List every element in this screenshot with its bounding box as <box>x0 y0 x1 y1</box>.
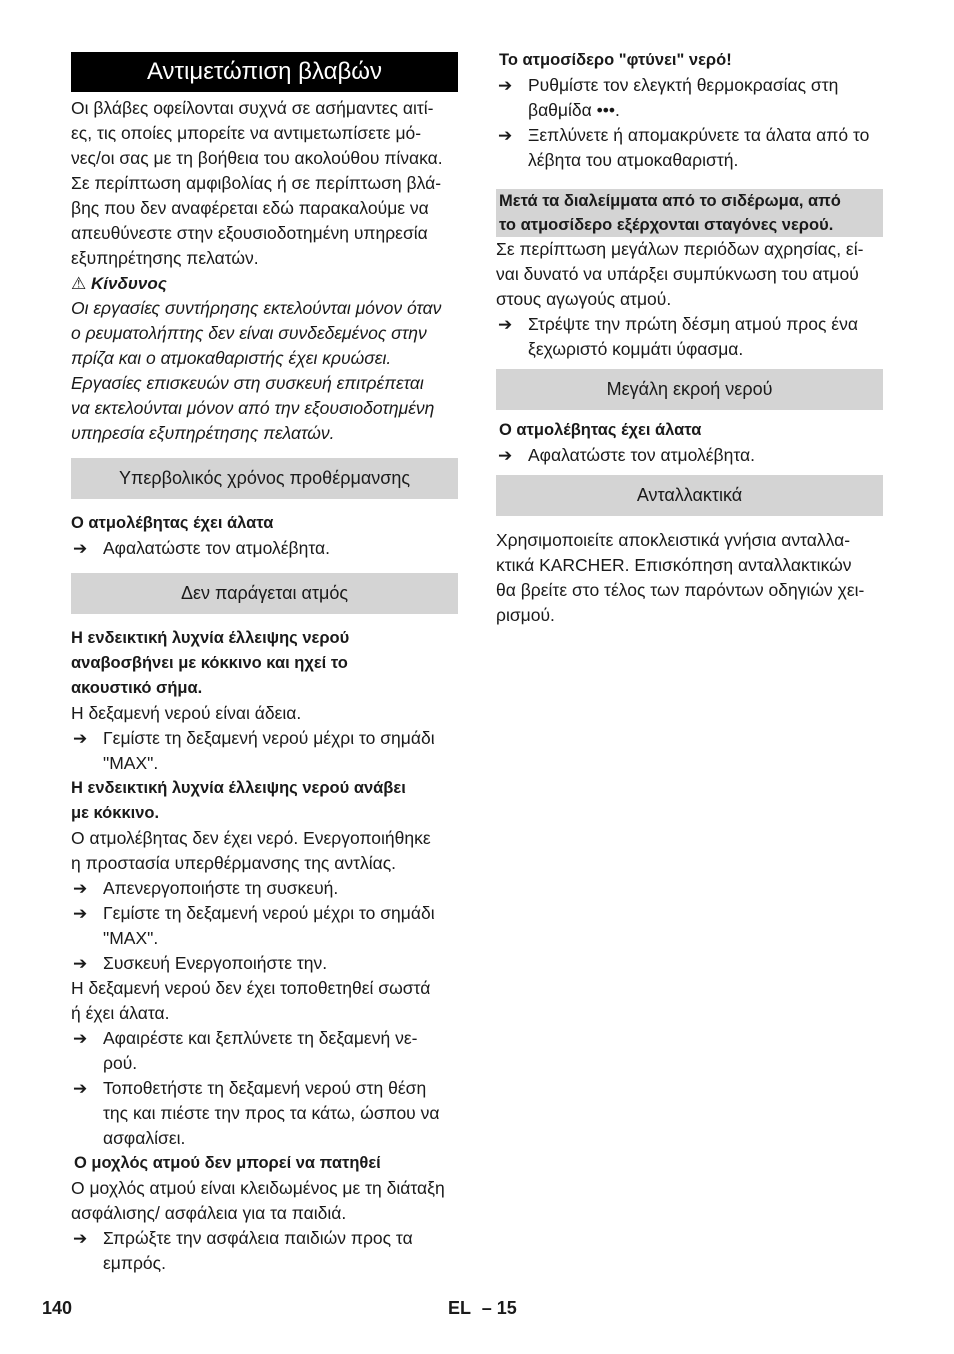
bullet-item <box>71 876 458 901</box>
section-heading-no-steam: Δεν παράγεται ατμός <box>71 573 458 614</box>
subheading: Ο μοχλός ατμού δεν μπορεί να πατηθεί <box>74 1154 381 1172</box>
bullet-item <box>71 951 458 976</box>
bullet-text: εμπρός. <box>103 1253 166 1273</box>
danger-line: ο ρευματολήπτης δεν είναι συνδεδεμένος στην <box>71 323 427 343</box>
subheading-line: Η ενδεικτική λυχνία έλλειψης νερού <box>71 629 350 647</box>
body-line: Ο μοχλός ατμού είναι κλειδωμένος με τη διάταξη <box>71 1178 445 1198</box>
arrow-right-icon: ➔ <box>73 1229 88 1248</box>
bullet-text: Ξεπλύνετε ή απομακρύνετε τα άλατα από το <box>528 125 870 145</box>
arrow-right-icon: ➔ <box>73 1029 88 1048</box>
danger-line: πρίζα και ο ατμοκαθαριστής έχει κρυώσει. <box>71 348 392 368</box>
intro-line: Σε περίπτωση αμφιβολίας ή σε περίπτωση βλά- <box>71 173 442 193</box>
arrow-right-icon: ➔ <box>498 76 513 95</box>
intro-line: βης που δεν αναφέρεται εδώ παρακαλούμε να <box>71 198 429 218</box>
arrow-right-icon: ➔ <box>73 954 88 973</box>
arrow-right-icon: ➔ <box>73 729 88 748</box>
intro-line: εξυπηρέτησης πελατών. <box>71 248 259 268</box>
section-page-number: – 15 <box>481 1298 517 1318</box>
left-column <box>71 52 458 1276</box>
body-line: κτικά KARCHER. Επισκόπηση ανταλλακτικών <box>496 555 852 575</box>
body-line: η προστασία υπερθέρμανσης της αντλίας. <box>71 853 397 873</box>
subheading: Ο ατμολέβητας έχει άλατα <box>499 421 702 439</box>
body-text: Η δεξαμενή νερού είναι άδεια. <box>71 703 302 723</box>
body-line: Χρησιμοποιείτε αποκλειστικά γνήσια ανταλλα- <box>496 530 851 550</box>
section-heading-spare-parts: Ανταλλακτικά <box>496 475 883 516</box>
subheading-line: αναβοσβήνει με κόκκινο και ηχεί το <box>71 654 348 672</box>
shaded-subheading <box>496 189 883 237</box>
arrow-right-icon: ➔ <box>498 126 513 145</box>
subheading-line: Η ενδεικτική λυχνία έλλειψης νερού ανάβει <box>71 779 406 797</box>
intro-line: νες/οι σας με τη βοήθεια του ακολούθου πίνακα. <box>71 148 443 168</box>
arrow-right-icon: ➔ <box>73 1079 88 1098</box>
body-line: Η δεξαμενή νερού δεν έχει τοποθετηθεί σωστά <box>71 978 431 998</box>
body-line: Ο ατμολέβητας δεν έχει νερό. Ενεργοποιήθηκε <box>71 828 431 848</box>
danger-label: Κίνδυνος <box>90 274 167 293</box>
bullet-text: Γεμίστε τη δεξαμενή νερού μέχρι το σημάδι <box>103 903 435 923</box>
intro-line: Οι βλάβες οφείλονται συχνά σε ασήμαντες αιτί- <box>71 98 434 118</box>
body-line: ρισμού. <box>496 605 555 625</box>
bullet-text: Συσκευή Ενεργοποιήστε την. <box>103 953 328 973</box>
body-text <box>496 528 883 628</box>
subheading-line: το ατμοσίδερο εξέρχονται σταγόνες νερού. <box>499 216 834 234</box>
page-title: Αντιμετώπιση βλαβών <box>71 52 458 92</box>
language-code: EL <box>448 1298 471 1318</box>
section-heading-preheating: Υπερβολικός χρόνος προθέρμανσης <box>71 458 458 499</box>
body-text <box>71 976 458 1026</box>
bullet-text: Σπρώξτε την ασφάλεια παιδιών προς τα <box>103 1228 413 1248</box>
arrow-right-icon: ➔ <box>498 315 513 334</box>
subheading <box>71 626 458 701</box>
bullet-text: Αφαλατώστε τον ατμολέβητα. <box>103 538 330 558</box>
bullet-item <box>71 726 458 776</box>
danger-text <box>71 296 458 446</box>
danger-heading <box>71 271 458 296</box>
bullet-text: λέβητα του ατμοκαθαριστή. <box>528 150 739 170</box>
bullet-text: Αφαιρέστε και ξεπλύνετε τη δεξαμενή νε- <box>103 1028 418 1048</box>
body-text <box>496 237 883 312</box>
body-text <box>71 826 458 876</box>
footer-label <box>448 1298 517 1319</box>
bullet-item <box>71 901 458 951</box>
bullet-text: Αφαλατώστε τον ατμολέβητα. <box>528 445 755 465</box>
body-line: ή έχει άλατα. <box>71 1003 170 1023</box>
arrow-right-icon: ➔ <box>73 904 88 923</box>
bullet-item <box>496 312 883 362</box>
warning-triangle-icon: ⚠ <box>71 274 87 293</box>
bullet-item <box>71 1026 458 1076</box>
danger-line: Εργασίες επισκευών στη συσκευή επιτρέπεται <box>71 373 424 393</box>
body-line: στους αγωγούς ατμού. <box>496 289 672 309</box>
body-line: Σε περίπτωση μεγάλων περιόδων αχρησίας, εί- <box>496 239 864 259</box>
bullet-text: Στρέψτε την πρώτη δέσμη ατμού προς ένα <box>528 314 858 334</box>
intro-line: ες, τις οποίες μπορείτε να αντιμετωπίσετε μό- <box>71 123 422 143</box>
bullet-text: της και πιέστε την προς τα κάτω, ώσπου να <box>103 1103 440 1123</box>
bullet-item <box>496 443 883 468</box>
subheading: Ο ατμολέβητας έχει άλατα <box>71 514 274 532</box>
bullet-text: "MAX". <box>103 928 159 948</box>
subheading-line: ακουστικό σήμα. <box>71 679 203 697</box>
bullet-text: ασφαλίσει. <box>103 1128 186 1148</box>
bullet-text: Γεμίστε τη δεξαμενή νερού μέχρι το σημάδι <box>103 728 435 748</box>
bullet-item <box>496 123 883 173</box>
bullet-text: Ρυθμίστε τον ελεγκτή θερμοκρασίας στη <box>528 75 839 95</box>
body-line: ασφάλισης/ ασφάλεια για τα παιδιά. <box>71 1203 347 1223</box>
bullet-item <box>71 1226 458 1276</box>
bullet-text: "MAX". <box>103 753 159 773</box>
bullet-text: Απενεργοποιήστε τη συσκευή. <box>103 878 339 898</box>
body-line: ναι δυνατό να υπάρξει συμπύκνωση του ατμού <box>496 264 859 284</box>
bullet-text: Τοποθετήστε τη δεξαμενή νερού στη θέση <box>103 1078 427 1098</box>
page-number: 140 <box>42 1298 73 1318</box>
bullet-item <box>496 73 883 123</box>
danger-line: Οι εργασίες συντήρησης εκτελούνται μόνον όταν <box>71 298 442 318</box>
subheading-line: Μετά τα διαλείμματα από το σιδέρωμα, από <box>499 192 841 210</box>
danger-line: υπηρεσία εξυπηρέτησης πελατών. <box>71 423 335 443</box>
subheading-line: με κόκκινο. <box>71 804 160 822</box>
right-column <box>496 48 883 628</box>
bullet-text: ξεχωριστό κομμάτι ύφασμα. <box>528 339 744 359</box>
section-heading-water-leak: Μεγάλη εκροή νερού <box>496 369 883 410</box>
bullet-item <box>71 536 458 561</box>
danger-line: να εκτελούνται μόνον από την εξουσιοδοτημένη <box>71 398 435 418</box>
bullet-item <box>71 1076 458 1151</box>
subheading <box>71 776 458 826</box>
arrow-right-icon: ➔ <box>498 446 513 465</box>
subheading: Το ατμοσίδερο "φτύνει" νερό! <box>499 51 732 69</box>
bullet-text: ρού. <box>103 1053 138 1073</box>
intro-text <box>71 96 458 271</box>
arrow-right-icon: ➔ <box>73 879 88 898</box>
body-text <box>71 1176 458 1226</box>
bullet-text: βαθμίδα •••. <box>528 100 620 120</box>
body-line: θα βρείτε στο τέλος των παρόντων οδηγιών χει- <box>496 580 865 600</box>
intro-line: απευθύνεστε στην εξουσιοδοτημένη υπηρεσία <box>71 223 428 243</box>
arrow-right-icon: ➔ <box>73 539 88 558</box>
